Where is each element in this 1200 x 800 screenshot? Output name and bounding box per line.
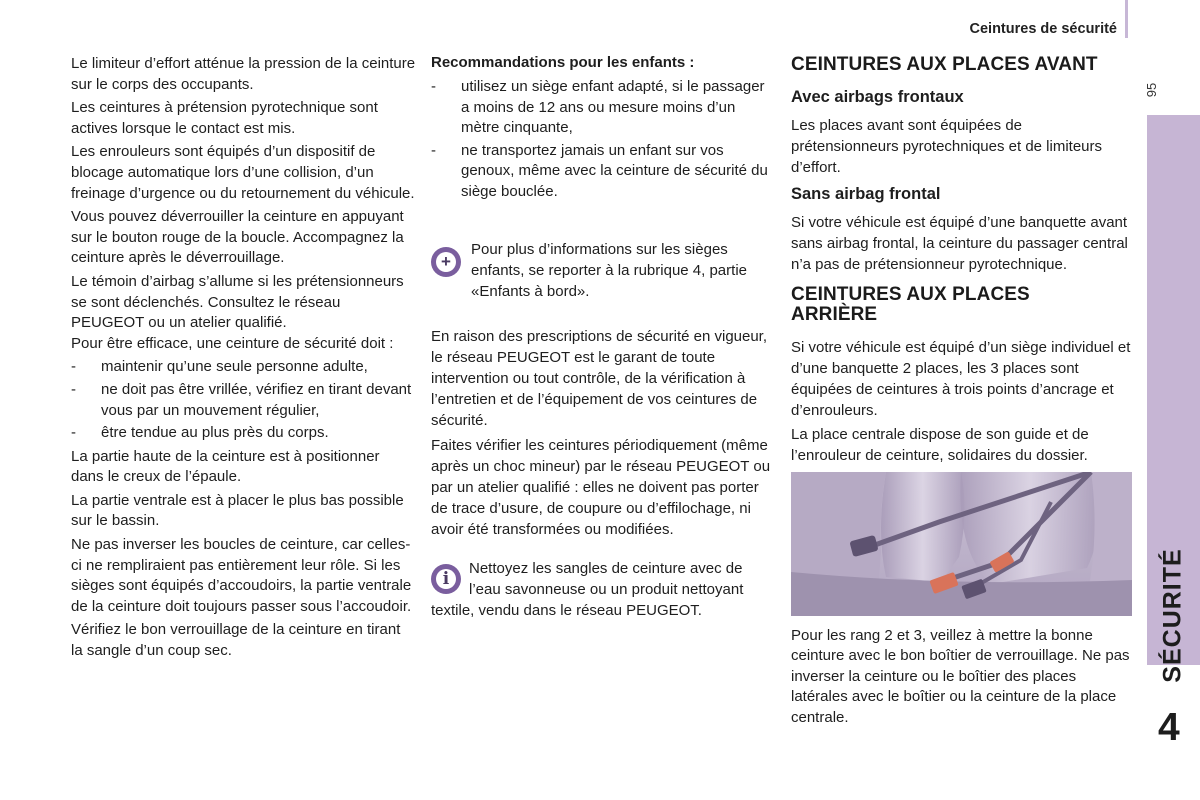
children-recommendations-list bbox=[431, 77, 771, 203]
header-divider bbox=[1125, 0, 1128, 38]
seat-belt-illustration bbox=[791, 472, 1132, 616]
paragraph: Ne pas inverser les boucles de ceinture, car celles-ci ne rempliraient pas entièrement leur rôle. Si les sièges sont équipés d’accoudoirs, la partie ventrale de la ceinture doit toujours passer sous l’accoudoir. bbox=[71, 536, 412, 615]
note-text-content: Nettoyez les sangles de ceinture avec de l’eau savonneuse ou un produit nettoyant textile, vendu dans le réseau PEUGEOT. bbox=[431, 559, 744, 619]
paragraph: Si votre véhicule est équipé d’une banquette avant sans airbag frontal, la ceinture du passager central n’a pas de prétensionneur pyrotechnique. bbox=[791, 214, 1128, 273]
column-1 bbox=[71, 54, 416, 665]
list-item: - ne transportez jamais un enfant sur vos genoux, même avec la ceinture de sécurité du siège bouclée. bbox=[431, 141, 771, 203]
paragraph: Les ceintures à prétension pyrotechnique sont actives lorsque le contact est mis. bbox=[71, 99, 378, 137]
note-text: Pour plus d’informations sur les sièges enfants, se reporter à la rubrique 4, partie «Enfants à bord». bbox=[471, 240, 747, 300]
subsection-title: Avec airbags frontaux bbox=[791, 88, 964, 106]
chapter-tab-label: SÉCURITÉ bbox=[1159, 547, 1187, 683]
paragraph: La place centrale dispose de son guide et de l’enrouleur de ceinture, solidaires du dossier. bbox=[791, 426, 1089, 464]
info-icon bbox=[431, 564, 461, 594]
info-icon-glyph: i bbox=[436, 569, 456, 589]
note-text bbox=[431, 558, 771, 621]
paragraph: La partie haute de la ceinture est à positionner dans le creux de l’épaule. bbox=[71, 447, 380, 486]
section-title-rear: CEINTURES AUX PLACES ARRIÈRE bbox=[791, 284, 1030, 325]
paragraph: Les places avant sont équipées de prétensionneurs pyrotechniques et de limiteurs d’effort. bbox=[791, 117, 1103, 176]
belt-requirements-list bbox=[71, 357, 416, 443]
paragraph: Si votre véhicule est équipé d’un siège individuel et d’une banquette 2 places, les 3 places sont équipées de ceintures à trois points d’ancrage et d’enrouleurs. bbox=[791, 339, 1131, 419]
column-2 bbox=[431, 53, 771, 633]
list-item: - utilisez un siège enfant adapté, si le passager a moins de 12 ans ou mesure moins d’un mètre cinquante, bbox=[431, 77, 771, 139]
section-title-front: CEINTURES AUX PLACES AVANT bbox=[791, 54, 1098, 75]
subsection-title: Sans airbag frontal bbox=[791, 185, 941, 203]
page-number: 95 bbox=[1144, 82, 1159, 98]
info-note-cleaning bbox=[431, 558, 771, 621]
plus-icon bbox=[431, 247, 461, 277]
chapter-number: 4 bbox=[1158, 706, 1180, 749]
paragraph: Vérifiez le bon verrouillage de la ceinture en tirant la sangle d’un coup sec. bbox=[71, 621, 401, 660]
paragraph: La partie ventrale est à placer le plus bas possible sur le bassin. bbox=[71, 491, 404, 530]
paragraph: Le témoin d’airbag s’allume si les prétensionneurs se sont déclenchés. Consultez le réseau PEUGEOT ou un atelier qualifié. bbox=[71, 272, 404, 332]
list-item: - être tendue au plus près du corps. bbox=[71, 423, 416, 444]
section-heading: Recommandations pour les enfants : bbox=[431, 54, 695, 71]
paragraph: Pour être efficace, une ceinture de sécurité doit : bbox=[71, 334, 394, 352]
info-note-children bbox=[431, 239, 771, 302]
paragraph: Faites vérifier les ceintures périodiquement (même après un choc mineur) par le réseau PEUGEOT ou par un atelier qualifié : elles ne doivent pas porter de trace d’usure, de coupure ou d’effilochage, ni avoir été transformées ou modifiées. bbox=[431, 436, 771, 538]
list-item: - ne doit pas être vrillée, vérifiez en tirant devant vous par un mouvement régulier, bbox=[71, 380, 416, 421]
paragraph: Les enrouleurs sont équipés d’un dispositif de blocage automatique lors d’une collision, d’un freinage d’urgence ou du retournement du véhicule. bbox=[71, 143, 415, 202]
paragraph: Pour les rang 2 et 3, veillez à mettre la bonne ceinture avec le bon boîtier de verrouillage. Ne pas inverser la ceinture ou le boîtier des places latérales avec le boîtier ou la ceinture de la place centrale. bbox=[791, 627, 1130, 726]
paragraph: En raison des prescriptions de sécurité en vigueur, le réseau PEUGEOT est le garant de toute intervention ou tout contrôle, de la vérification à l’entretien et de l’équipement de vos ceintures de sécurité. bbox=[431, 327, 768, 429]
chapter-tab-label-wrapper bbox=[1147, 547, 1200, 683]
column-3 bbox=[791, 54, 1131, 731]
page-header-title: Ceintures de sécurité bbox=[969, 21, 1117, 37]
paragraph: Vous pouvez déverrouiller la ceinture en appuyant sur le bouton rouge de la boucle. Accompagnez la ceinture après le déverrouillage. bbox=[71, 208, 404, 267]
list-item: - maintenir qu’une seule personne adulte, bbox=[71, 357, 416, 378]
paragraph: Le limiteur d’effort atténue la pression de la ceinture sur le corps des occupants. bbox=[71, 55, 416, 93]
plus-icon-glyph: + bbox=[436, 252, 456, 272]
